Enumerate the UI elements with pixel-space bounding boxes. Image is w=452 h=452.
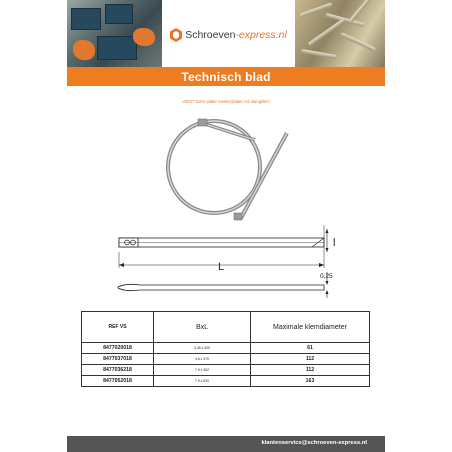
table-row <box>82 365 370 376</box>
ref-cell: 8477037018 <box>82 354 154 365</box>
logo-suffix: -express.nl <box>235 29 287 41</box>
bxl-cell: 7,9 x 520 <box>154 376 251 387</box>
col-header-bxl: BxL <box>154 312 251 343</box>
klem-cell: 112 <box>251 365 370 376</box>
length-label: L <box>217 261 225 273</box>
bxl-cell: 4,6 x 370 <box>154 354 251 365</box>
table-row <box>82 376 370 387</box>
footer-email-link[interactable]: klantenservice@schroeven-express.nl <box>261 440 367 446</box>
table-header-row <box>82 312 370 343</box>
width-label: l <box>333 237 336 249</box>
klem-cell: 112 <box>251 354 370 365</box>
logo-brand: Schroeven <box>185 29 236 41</box>
page-title: Technisch blad <box>181 69 271 84</box>
ref-cell: 8477036218 <box>82 365 154 376</box>
ref-cell: 8477052018 <box>82 376 154 387</box>
col-header-ref: REF VS <box>82 312 154 343</box>
ref-cell: 8477020018 <box>82 343 154 354</box>
col-header-klem: Maximale klemdiameter <box>251 312 370 343</box>
thickness-label: 0,25 <box>320 273 333 280</box>
footer-bar <box>67 436 385 452</box>
bxl-cell: 7,9 x 362 <box>154 365 251 376</box>
table-row <box>82 343 370 354</box>
bxl-cell: 4,45 x 200 <box>154 343 251 354</box>
product-title: V0047 Extra platte roestvrijstalen A2 slangklem <box>182 99 270 104</box>
cable-tie-loop-illustration <box>168 119 260 213</box>
klem-cell: 61 <box>251 343 370 354</box>
klem-cell: 163 <box>251 376 370 387</box>
spec-table <box>81 311 370 387</box>
top-view-drawing <box>118 272 329 298</box>
table-row <box>82 354 370 365</box>
